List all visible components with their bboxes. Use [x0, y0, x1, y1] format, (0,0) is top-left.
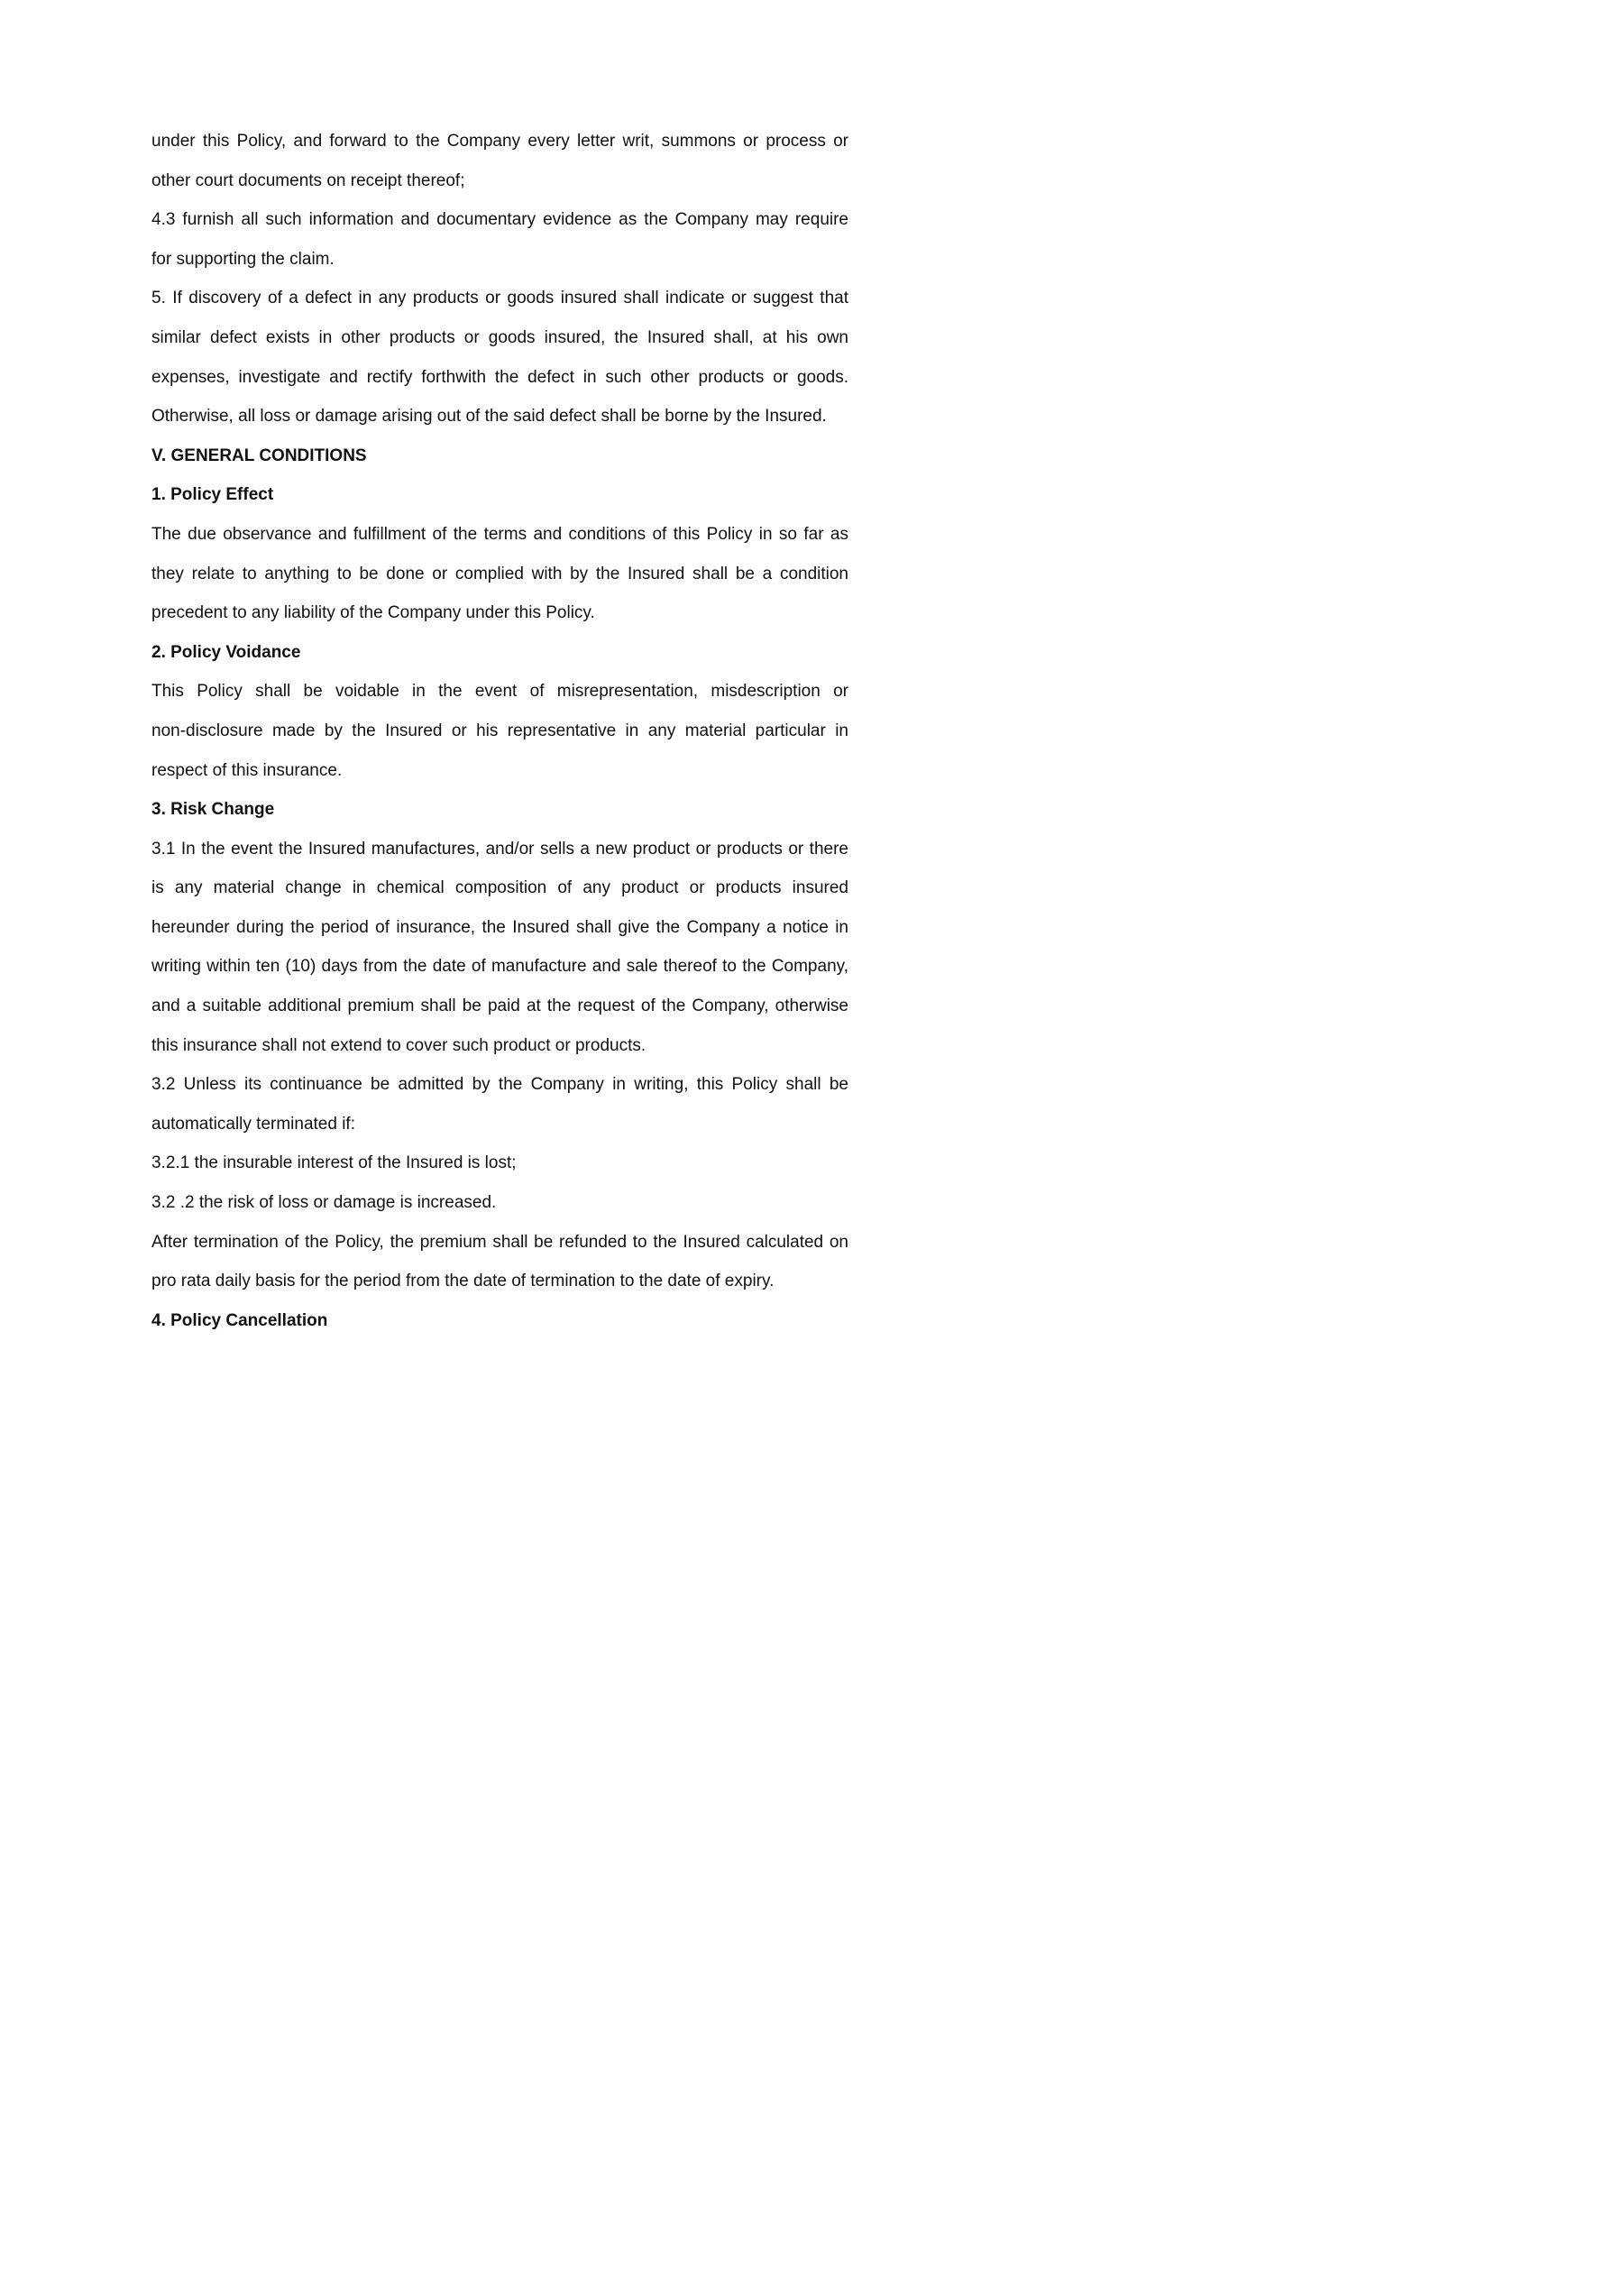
body-text-line: writing within ten (10) days from the date of manufacture and sale thereof to the Company, [151, 957, 848, 977]
section-heading-general-conditions: V. GENERAL CONDITIONS [151, 445, 367, 465]
document-page [151, 122, 848, 1340]
body-text-line: under this Policy, and forward to the Company every letter writ, summons or process or [151, 132, 848, 151]
body-text-line: is any material change in chemical composition of any product or products insured [151, 878, 848, 898]
clause-4-3-line: 4.3 furnish all such information and documentary evidence as the Company may require [151, 210, 848, 230]
body-text-line: hereunder during the period of insurance, the Insured shall give the Company a notice in [151, 917, 848, 937]
heading-risk-change: 3. Risk Change [151, 800, 275, 820]
body-text-line: pro rata daily basis for the period from the date of termination to the date of expiry. [151, 1272, 775, 1291]
body-text-line: they relate to anything to be done or complied with by the Insured shall be a condition [151, 564, 848, 583]
body-text-line: respect of this insurance. [151, 760, 343, 780]
body-text-line: expenses, investigate and rectify forthwith the defect in such other products or goods. [151, 367, 848, 387]
heading-policy-voidance: 2. Policy Voidance [151, 642, 301, 662]
body-text-line: similar defect exists in other products or goods insured, the Insured shall, at his own [151, 327, 848, 347]
body-text-line: The due observance and fulfillment of the terms and conditions of this Policy in so far as [151, 524, 848, 544]
heading-policy-cancellation: 4. Policy Cancellation [151, 1310, 328, 1330]
clause-3-1-line: 3.1 In the event the Insured manufactures, and/or sells a new product or products or there [151, 839, 848, 859]
body-text-line: other court documents on receipt thereof; [151, 170, 465, 190]
body-text-line: precedent to any liability of the Company under this Policy. [151, 603, 595, 623]
body-text-line: and a suitable additional premium shall be paid at the request of the Company, otherwise [151, 996, 848, 1016]
body-text-line: This Policy shall be voidable in the event of misrepresentation, misdescription or [151, 682, 848, 702]
heading-policy-effect: 1. Policy Effect [151, 485, 274, 505]
body-text-line: non-disclosure made by the Insured or his representative in any material particular in [151, 721, 848, 740]
body-text-line: this insurance shall not extend to cover such product or products. [151, 1035, 646, 1055]
clause-3-2-1-line: 3.2.1 the insurable interest of the Insured is lost; [151, 1153, 517, 1173]
body-text-line: for supporting the claim. [151, 249, 335, 269]
clause-3-2-2-line: 3.2 .2 the risk of loss or damage is increased. [151, 1193, 497, 1213]
body-text-line: automatically terminated if: [151, 1114, 355, 1134]
body-text-line: After termination of the Policy, the premium shall be refunded to the Insured calculated on [151, 1232, 848, 1252]
body-text-line: Otherwise, all loss or damage arising out of the said defect shall be borne by the Insured. [151, 407, 827, 427]
clause-3-2-line: 3.2 Unless its continuance be admitted by the Company in writing, this Policy shall be [151, 1075, 848, 1095]
clause-5-line: 5. If discovery of a defect in any products or goods insured shall indicate or suggest that [151, 289, 848, 308]
